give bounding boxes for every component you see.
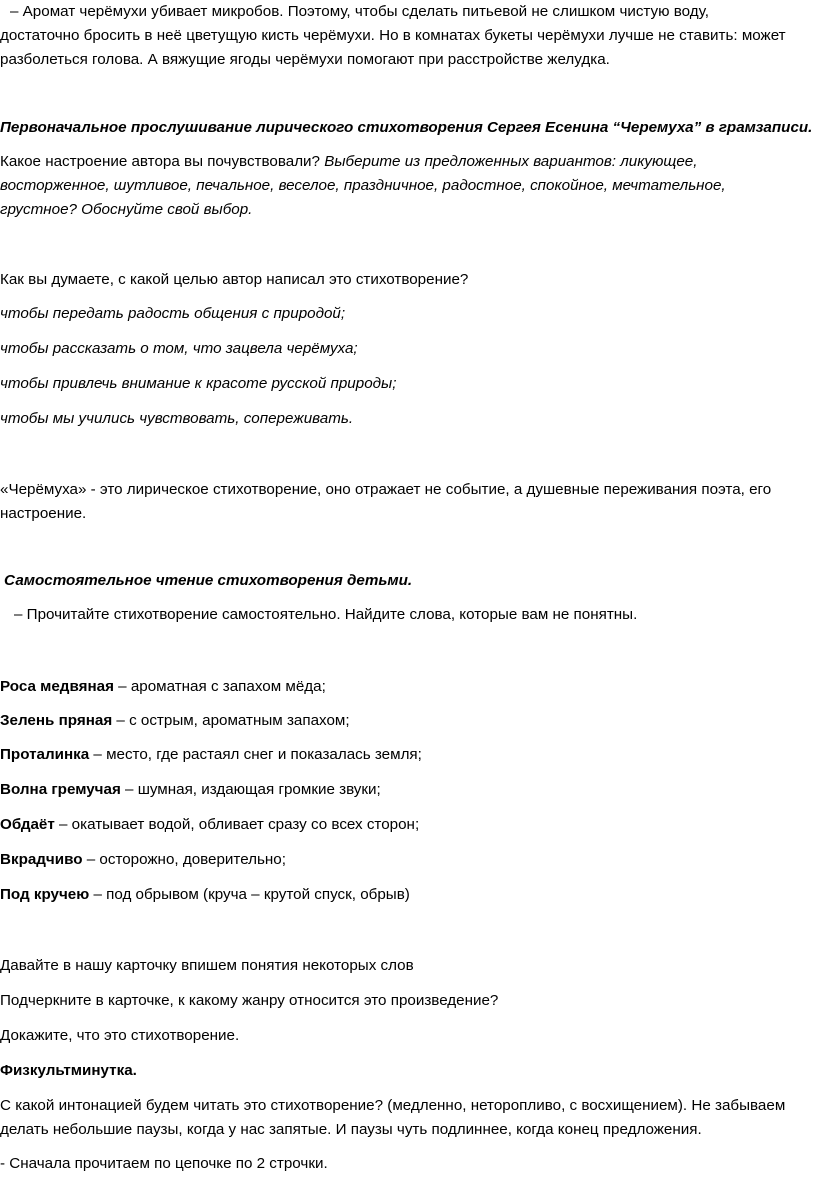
physical-break: Физкультминутка.	[0, 1062, 137, 1079]
vocab-term: Волна гремучая	[0, 781, 121, 798]
intro-line-3: разболеться голова. А вяжущие ягоды черёмухи помогают при расстройстве желудка.	[0, 51, 610, 68]
intro-line-2: достаточно бросить в неё цветущую кисть черёмухи. Но в комнатах букеты черёмухи лучше не ставить: может	[0, 27, 786, 44]
purpose-option-1: чтобы передать радость общения с природой;	[0, 305, 346, 322]
lyric-note-line-2: настроение.	[0, 505, 87, 522]
vocab-term: Роса медвяная	[0, 678, 114, 695]
mood-question-text: Какое настроение автора вы почувствовали?	[0, 153, 320, 170]
intonation-line-2: делать небольшие паузы, когда у нас запятые. И паузы чуть подлиннее, когда конец предложения.	[0, 1121, 702, 1138]
vocab-definition: – окатывает водой, обливает сразу со всех сторон;	[54, 816, 420, 833]
mood-options-line-1: Выберите из предложенных вариантов: ликующее,	[324, 153, 698, 170]
card-task-1: Давайте в нашу карточку впишем понятия некоторых слов	[0, 957, 414, 974]
purpose-option-4: чтобы мы учились чувствовать, сопереживать.	[0, 410, 354, 427]
self-reading-task: – Прочитайте стихотворение самостоятельно. Найдите слова, которые вам не понятны.	[14, 606, 638, 623]
vocab-definition: – место, где растаял снег и показалась земля;	[89, 746, 422, 763]
vocab-term: Под кручею	[0, 886, 90, 903]
self-reading-heading: Самостоятельное чтение стихотворения детьми.	[4, 572, 413, 589]
vocab-item	[0, 675, 326, 699]
purpose-option-2: чтобы рассказать о том, что зацвела черёмуха;	[0, 340, 358, 357]
card-task-3: Докажите, что это стихотворение.	[0, 1027, 240, 1044]
vocab-item	[0, 848, 286, 872]
vocab-term: Зелень пряная	[0, 712, 113, 729]
vocab-definition: – ароматная с запахом мёда;	[113, 678, 326, 695]
intonation-line-1: С какой интонацией будем читать это стихотворение? (медленно, неторопливо, с восхищением). Не забываем	[0, 1097, 786, 1114]
mood-question	[0, 150, 697, 174]
vocab-definition: – шумная, издающая громкие звуки;	[120, 781, 381, 798]
intro-line-1: – Аромат черёмухи убивает микробов. Поэтому, чтобы сделать питьевой не слишком чистую воду,	[10, 3, 709, 20]
chain-reading: - Сначала прочитаем по цепочке по 2 строчки.	[0, 1155, 328, 1172]
mood-options-line-2: восторженное, шутливое, печальное, веселое, праздничное, радостное, спокойное, мечтательное,	[0, 177, 726, 194]
vocab-term: Проталинка	[0, 746, 90, 763]
vocab-term: Обдаёт	[0, 816, 55, 833]
purpose-question: Как вы думаете, с какой целью автор написал это стихотворение?	[0, 271, 469, 288]
vocab-definition: – осторожно, доверительно;	[82, 851, 286, 868]
vocab-item	[0, 709, 350, 733]
vocab-term: Вкрадчиво	[0, 851, 83, 868]
mood-options-line-3: грустное? Обоснуйте свой выбор.	[0, 201, 253, 218]
vocab-item	[0, 778, 381, 802]
vocab-item	[0, 813, 419, 837]
purpose-option-3: чтобы привлечь внимание к красоте русской природы;	[0, 375, 397, 392]
vocab-definition: – с острым, ароматным запахом;	[112, 712, 350, 729]
vocab-item	[0, 883, 410, 907]
vocab-item	[0, 743, 422, 767]
listening-heading: Первоначальное прослушивание лирического стихотворения Сергея Есенина “Черемуха” в грамзаписи.	[0, 119, 813, 136]
vocab-definition: – под обрывом (круча – крутой спуск, обрыв)	[89, 886, 410, 903]
card-task-2: Подчеркните в карточке, к какому жанру относится это произведение?	[0, 992, 499, 1009]
lyric-note-line-1: «Черёмуха» - это лирическое стихотворение, оно отражает не событие, а душевные переживания поэта, его	[0, 481, 772, 498]
